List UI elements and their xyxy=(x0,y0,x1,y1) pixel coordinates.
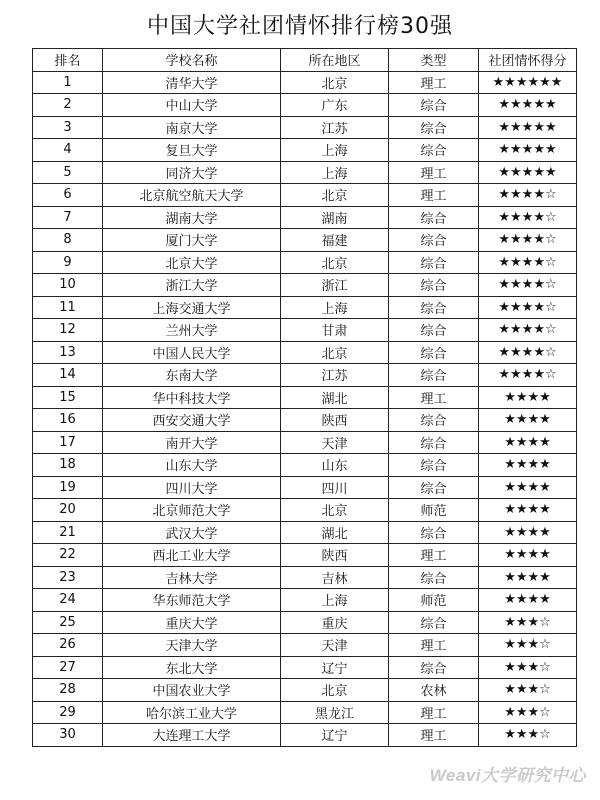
rank-cell: 5 xyxy=(33,161,103,184)
type-cell: 综合 xyxy=(389,274,479,297)
rank-cell: 12 xyxy=(33,319,103,342)
table-row xyxy=(33,206,577,229)
region-cell: 北京 xyxy=(281,251,389,274)
column-header-rank: 排名 xyxy=(33,49,103,72)
school-name-cell: 大连理工大学 xyxy=(103,724,281,747)
table-row xyxy=(33,701,577,724)
rank-cell: 2 xyxy=(33,94,103,117)
type-cell: 综合 xyxy=(389,296,479,319)
score-stars-cell: ★★★★☆ xyxy=(479,319,577,342)
table-row xyxy=(33,679,577,702)
region-cell: 福建 xyxy=(281,229,389,252)
rank-cell: 17 xyxy=(33,431,103,454)
score-stars-cell: ★★★☆ xyxy=(479,701,577,724)
score-stars-cell: ★★★★★★ xyxy=(479,71,577,94)
school-name-cell: 重庆大学 xyxy=(103,611,281,634)
type-cell: 师范 xyxy=(389,499,479,522)
table-header-row xyxy=(33,49,577,72)
school-name-cell: 中国人民大学 xyxy=(103,341,281,364)
school-name-cell: 四川大学 xyxy=(103,476,281,499)
region-cell: 浙江 xyxy=(281,274,389,297)
school-name-cell: 中国农业大学 xyxy=(103,679,281,702)
score-stars-cell: ★★★★☆ xyxy=(479,364,577,387)
type-cell: 理工 xyxy=(389,71,479,94)
region-cell: 陕西 xyxy=(281,544,389,567)
table-row xyxy=(33,386,577,409)
rank-cell: 30 xyxy=(33,724,103,747)
type-cell: 综合 xyxy=(389,476,479,499)
score-stars-cell: ★★★★ xyxy=(479,454,577,477)
score-stars-cell: ★★★★ xyxy=(479,521,577,544)
school-name-cell: 南开大学 xyxy=(103,431,281,454)
region-cell: 上海 xyxy=(281,589,389,612)
score-stars-cell: ★★★★☆ xyxy=(479,274,577,297)
table-row xyxy=(33,589,577,612)
school-name-cell: 湖南大学 xyxy=(103,206,281,229)
region-cell: 北京 xyxy=(281,71,389,94)
table-row xyxy=(33,364,577,387)
type-cell: 综合 xyxy=(389,521,479,544)
rank-cell: 27 xyxy=(33,656,103,679)
region-cell: 甘肃 xyxy=(281,319,389,342)
score-stars-cell: ★★★★ xyxy=(479,476,577,499)
rank-cell: 7 xyxy=(33,206,103,229)
table-row xyxy=(33,296,577,319)
type-cell: 综合 xyxy=(389,94,479,117)
table-row xyxy=(33,161,577,184)
region-cell: 辽宁 xyxy=(281,656,389,679)
table-row xyxy=(33,71,577,94)
table-row xyxy=(33,319,577,342)
school-name-cell: 中山大学 xyxy=(103,94,281,117)
region-cell: 四川 xyxy=(281,476,389,499)
school-name-cell: 华中科技大学 xyxy=(103,386,281,409)
type-cell: 综合 xyxy=(389,139,479,162)
school-name-cell: 兰州大学 xyxy=(103,319,281,342)
rank-cell: 9 xyxy=(33,251,103,274)
type-cell: 综合 xyxy=(389,319,479,342)
school-name-cell: 浙江大学 xyxy=(103,274,281,297)
rank-cell: 11 xyxy=(33,296,103,319)
school-name-cell: 哈尔滨工业大学 xyxy=(103,701,281,724)
score-stars-cell: ★★★★ xyxy=(479,431,577,454)
school-name-cell: 北京师范大学 xyxy=(103,499,281,522)
table-row xyxy=(33,229,577,252)
school-name-cell: 北京航空航天大学 xyxy=(103,184,281,207)
region-cell: 重庆 xyxy=(281,611,389,634)
rank-cell: 1 xyxy=(33,71,103,94)
score-stars-cell: ★★★★☆ xyxy=(479,296,577,319)
type-cell: 师范 xyxy=(389,589,479,612)
school-name-cell: 天津大学 xyxy=(103,634,281,657)
type-cell: 理工 xyxy=(389,161,479,184)
region-cell: 湖北 xyxy=(281,386,389,409)
type-cell: 理工 xyxy=(389,544,479,567)
type-cell: 农林 xyxy=(389,679,479,702)
table-row xyxy=(33,476,577,499)
table-body xyxy=(33,71,577,746)
type-cell: 理工 xyxy=(389,724,479,747)
score-stars-cell: ★★★★☆ xyxy=(479,206,577,229)
rank-cell: 18 xyxy=(33,454,103,477)
type-cell: 综合 xyxy=(389,454,479,477)
rank-cell: 19 xyxy=(33,476,103,499)
type-cell: 综合 xyxy=(389,206,479,229)
table-row xyxy=(33,184,577,207)
score-stars-cell: ★★★☆ xyxy=(479,634,577,657)
rank-cell: 24 xyxy=(33,589,103,612)
school-name-cell: 厦门大学 xyxy=(103,229,281,252)
column-header-type: 类型 xyxy=(389,49,479,72)
school-name-cell: 西安交通大学 xyxy=(103,409,281,432)
watermark: Weavi大学研究中心 xyxy=(429,766,586,785)
score-stars-cell: ★★★★ xyxy=(479,409,577,432)
table-row xyxy=(33,634,577,657)
school-name-cell: 武汉大学 xyxy=(103,521,281,544)
type-cell: 综合 xyxy=(389,229,479,252)
region-cell: 江苏 xyxy=(281,364,389,387)
score-stars-cell: ★★★★ xyxy=(479,386,577,409)
rank-cell: 28 xyxy=(33,679,103,702)
school-name-cell: 北京大学 xyxy=(103,251,281,274)
score-stars-cell: ★★★★ xyxy=(479,499,577,522)
type-cell: 综合 xyxy=(389,116,479,139)
region-cell: 天津 xyxy=(281,634,389,657)
rank-cell: 20 xyxy=(33,499,103,522)
school-name-cell: 南京大学 xyxy=(103,116,281,139)
ranking-table xyxy=(32,48,577,747)
table-row xyxy=(33,251,577,274)
region-cell: 山东 xyxy=(281,454,389,477)
score-stars-cell: ★★★★☆ xyxy=(479,229,577,252)
score-stars-cell: ★★★★★ xyxy=(479,161,577,184)
score-stars-cell: ★★★★☆ xyxy=(479,184,577,207)
rank-cell: 15 xyxy=(33,386,103,409)
table-row xyxy=(33,724,577,747)
table-row xyxy=(33,566,577,589)
column-header-score: 社团情怀得分 xyxy=(479,49,577,72)
score-stars-cell: ★★★★ xyxy=(479,566,577,589)
column-header-school: 学校名称 xyxy=(103,49,281,72)
rank-cell: 4 xyxy=(33,139,103,162)
region-cell: 北京 xyxy=(281,341,389,364)
region-cell: 陕西 xyxy=(281,409,389,432)
type-cell: 综合 xyxy=(389,409,479,432)
region-cell: 上海 xyxy=(281,161,389,184)
region-cell: 上海 xyxy=(281,296,389,319)
region-cell: 上海 xyxy=(281,139,389,162)
rank-cell: 13 xyxy=(33,341,103,364)
region-cell: 辽宁 xyxy=(281,724,389,747)
score-stars-cell: ★★★★☆ xyxy=(479,341,577,364)
rank-cell: 16 xyxy=(33,409,103,432)
type-cell: 综合 xyxy=(389,566,479,589)
region-cell: 北京 xyxy=(281,499,389,522)
type-cell: 理工 xyxy=(389,386,479,409)
school-name-cell: 复旦大学 xyxy=(103,139,281,162)
type-cell: 综合 xyxy=(389,656,479,679)
score-stars-cell: ★★★★★ xyxy=(479,94,577,117)
region-cell: 湖南 xyxy=(281,206,389,229)
region-cell: 北京 xyxy=(281,679,389,702)
region-cell: 吉林 xyxy=(281,566,389,589)
table-row xyxy=(33,94,577,117)
table-row xyxy=(33,454,577,477)
table-row xyxy=(33,544,577,567)
rank-cell: 22 xyxy=(33,544,103,567)
school-name-cell: 西北工业大学 xyxy=(103,544,281,567)
type-cell: 理工 xyxy=(389,634,479,657)
school-name-cell: 华东师范大学 xyxy=(103,589,281,612)
school-name-cell: 同济大学 xyxy=(103,161,281,184)
region-cell: 天津 xyxy=(281,431,389,454)
type-cell: 综合 xyxy=(389,364,479,387)
score-stars-cell: ★★★☆ xyxy=(479,656,577,679)
table-row xyxy=(33,431,577,454)
table-row xyxy=(33,116,577,139)
region-cell: 黑龙江 xyxy=(281,701,389,724)
score-stars-cell: ★★★☆ xyxy=(479,611,577,634)
rank-cell: 23 xyxy=(33,566,103,589)
column-header-region: 所在地区 xyxy=(281,49,389,72)
score-stars-cell: ★★★★★ xyxy=(479,139,577,162)
school-name-cell: 山东大学 xyxy=(103,454,281,477)
school-name-cell: 东北大学 xyxy=(103,656,281,679)
rank-cell: 14 xyxy=(33,364,103,387)
type-cell: 理工 xyxy=(389,701,479,724)
school-name-cell: 上海交通大学 xyxy=(103,296,281,319)
score-stars-cell: ★★★☆ xyxy=(479,679,577,702)
table-row xyxy=(33,409,577,432)
school-name-cell: 清华大学 xyxy=(103,71,281,94)
table-row xyxy=(33,341,577,364)
score-stars-cell: ★★★★ xyxy=(479,544,577,567)
region-cell: 湖北 xyxy=(281,521,389,544)
score-stars-cell: ★★★★☆ xyxy=(479,251,577,274)
rank-cell: 25 xyxy=(33,611,103,634)
type-cell: 综合 xyxy=(389,341,479,364)
score-stars-cell: ★★★☆ xyxy=(479,724,577,747)
rank-cell: 3 xyxy=(33,116,103,139)
rank-cell: 6 xyxy=(33,184,103,207)
table-row xyxy=(33,656,577,679)
school-name-cell: 东南大学 xyxy=(103,364,281,387)
rank-cell: 8 xyxy=(33,229,103,252)
rank-cell: 26 xyxy=(33,634,103,657)
score-stars-cell: ★★★★ xyxy=(479,589,577,612)
page-title: 中国大学社团情怀排行榜30强 xyxy=(147,14,453,39)
table-row xyxy=(33,521,577,544)
table-row xyxy=(33,499,577,522)
table-row xyxy=(33,274,577,297)
school-name-cell: 吉林大学 xyxy=(103,566,281,589)
region-cell: 广东 xyxy=(281,94,389,117)
rank-cell: 21 xyxy=(33,521,103,544)
rank-cell: 10 xyxy=(33,274,103,297)
type-cell: 综合 xyxy=(389,431,479,454)
type-cell: 综合 xyxy=(389,251,479,274)
table-row xyxy=(33,611,577,634)
region-cell: 北京 xyxy=(281,184,389,207)
table-row xyxy=(33,139,577,162)
type-cell: 理工 xyxy=(389,184,479,207)
type-cell: 综合 xyxy=(389,611,479,634)
score-stars-cell: ★★★★★ xyxy=(479,116,577,139)
rank-cell: 29 xyxy=(33,701,103,724)
region-cell: 江苏 xyxy=(281,116,389,139)
